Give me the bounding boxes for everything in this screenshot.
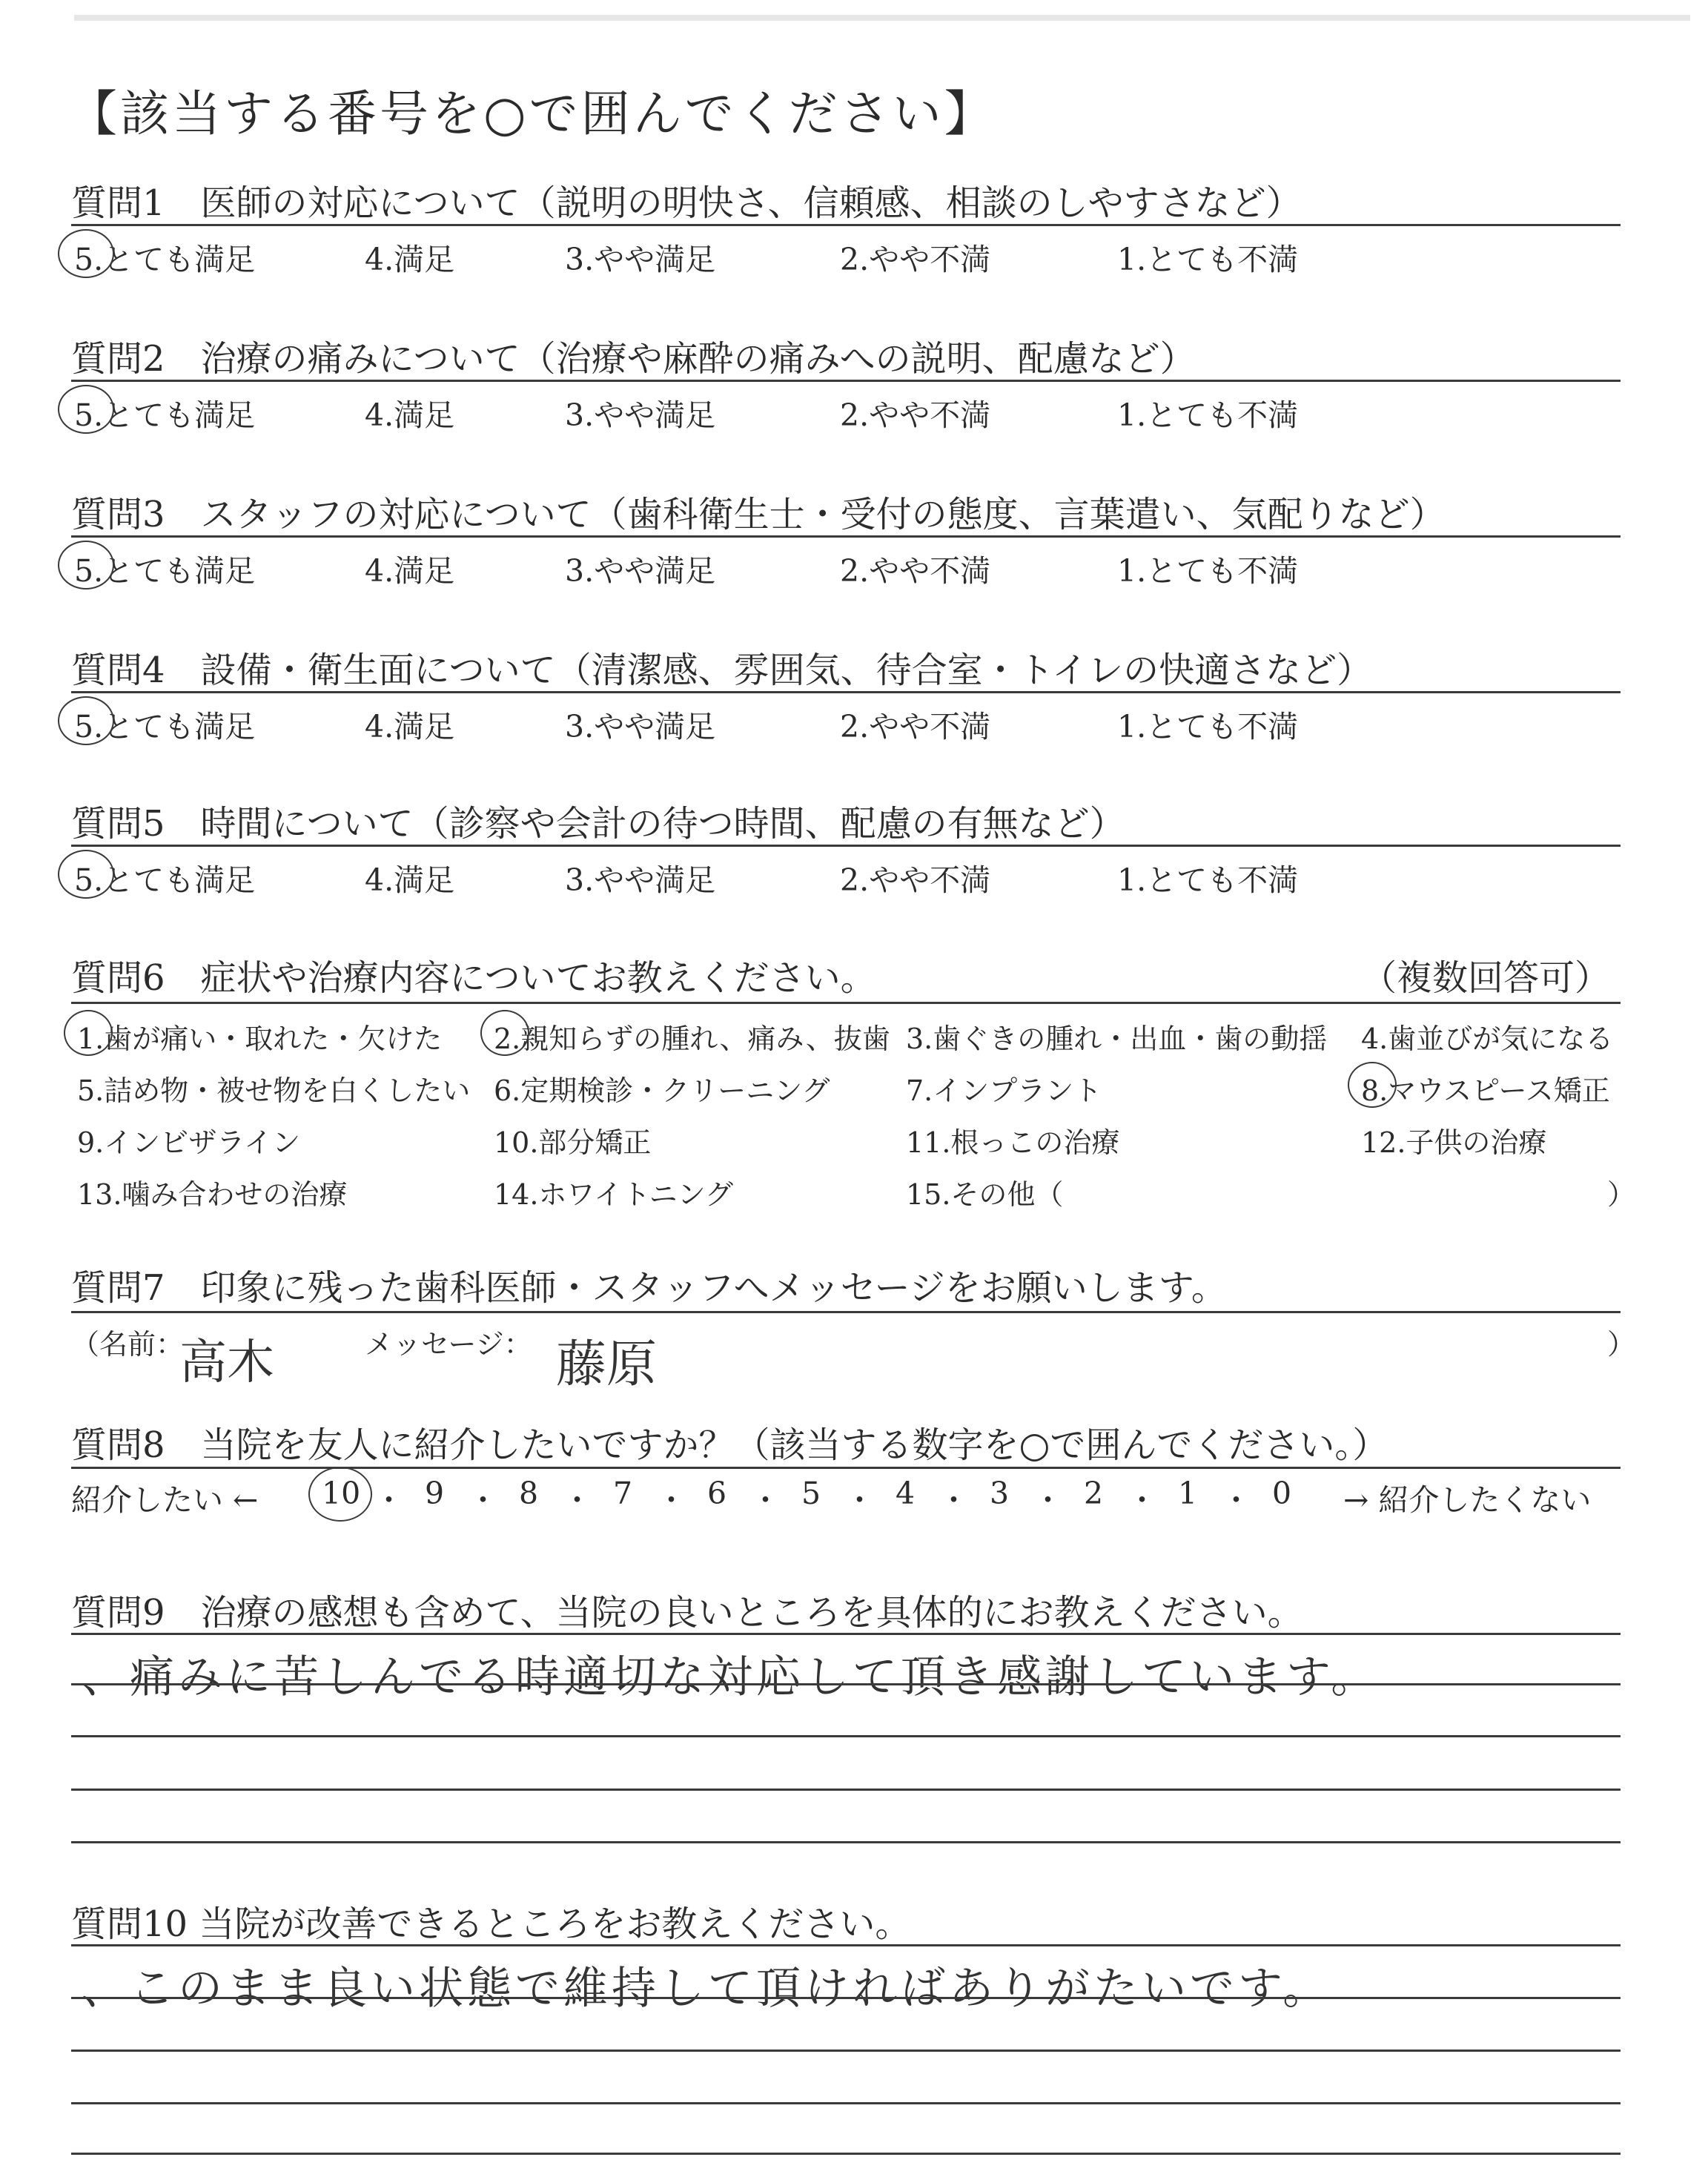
q10-rule-2	[71, 1997, 1621, 1999]
q3-title: 質問3 スタッフの対応について（歯科衛生士・受付の態度、言葉遣い、気配りなど）	[71, 494, 1446, 535]
q6-option-5[interactable]: 5.詰め物・被せ物を白くしたい	[77, 1074, 471, 1107]
q6-option-4[interactable]: 4.歯並びが気になる	[1361, 1023, 1614, 1055]
q6-title: 質問6 症状や治療内容についてお教えください。	[71, 957, 876, 999]
q4-option-4[interactable]: 4.満足	[365, 709, 455, 744]
q6-option-14[interactable]: 14.ホワイトニング	[494, 1178, 734, 1211]
q5-selection-circle	[58, 850, 114, 899]
q6-option-1[interactable]: 1.歯が痛い・取れた・欠けた	[77, 1023, 443, 1055]
q8-scale-5[interactable]: 5	[801, 1476, 821, 1511]
q8-scale-4[interactable]: 4	[896, 1476, 916, 1511]
q9-answer[interactable]: 、痛みに苦しんでる時適切な対応して頂き感謝しています。	[82, 1651, 1380, 1703]
q1-option-3[interactable]: 3.やや満足	[565, 242, 716, 277]
q6-close-paren: ）	[1607, 1178, 1636, 1211]
page-heading: 【該当する番号を○で囲んでください】	[68, 85, 996, 142]
q8-separator: ・	[468, 1482, 498, 1518]
q8-scale-7[interactable]: 7	[613, 1476, 633, 1511]
q8-scale-1[interactable]: 1	[1178, 1476, 1198, 1511]
q8-separator: ・	[844, 1482, 875, 1518]
q8-left-label: 紹介したい ←	[71, 1482, 259, 1518]
q6-option-12[interactable]: 12.子供の治療	[1361, 1126, 1547, 1159]
q8-separator: ・	[656, 1482, 686, 1518]
scan-edge	[74, 15, 1690, 21]
q3-option-3[interactable]: 3.やや満足	[565, 553, 716, 589]
q9-rule-1	[71, 1633, 1621, 1635]
q1-option-1[interactable]: 1.とても不満	[1117, 242, 1299, 277]
q10-rule-3	[71, 2050, 1621, 2052]
q4-option-3[interactable]: 3.やや満足	[565, 709, 716, 744]
q4-option-2[interactable]: 2.やや不満	[840, 709, 991, 744]
q1-option-4[interactable]: 4.満足	[365, 242, 455, 277]
q2-option-5[interactable]: 5.とても満足	[74, 397, 256, 433]
q3-option-4[interactable]: 4.満足	[365, 553, 455, 589]
q8-rule	[71, 1467, 1621, 1469]
q10-rule-1	[71, 1944, 1621, 1946]
q3-option-2[interactable]: 2.やや不満	[840, 553, 991, 589]
q1-title: 質問1 医師の対応について（説明の明快さ、信頼感、相談のしやすさなど）	[71, 182, 1302, 224]
q9-rule-2	[71, 1683, 1621, 1685]
q8-title: 質問8 当院を友人に紹介したいですか？（該当する数字を○で囲んでください。）	[71, 1424, 1388, 1466]
q10-rule-5	[71, 2153, 1621, 2155]
q5-option-1[interactable]: 1.とても不満	[1117, 862, 1299, 898]
q3-rule	[71, 535, 1621, 538]
q1-selection-circle	[58, 229, 114, 278]
q7-title: 質問7 印象に残った歯科医師・スタッフへメッセージをお願いします。	[71, 1267, 1227, 1309]
q6-selection-circle-8	[1348, 1062, 1397, 1108]
q6-option-8[interactable]: 8.マウスピース矯正	[1361, 1074, 1610, 1107]
q6-selection-circle-2	[480, 1010, 529, 1056]
q6-option-10[interactable]: 10.部分矯正	[494, 1126, 652, 1159]
q5-rule	[71, 845, 1621, 847]
q8-separator: ・	[939, 1482, 969, 1518]
q8-right-label: → 紹介したくない	[1343, 1482, 1592, 1518]
q5-title: 質問5 時間について（診察や会計の待つ時間、配慮の有無など）	[71, 803, 1125, 845]
q3-option-5[interactable]: 5.とても満足	[74, 553, 256, 589]
q8-scale-0[interactable]: 0	[1272, 1476, 1292, 1511]
q9-title: 質問9 治療の感想も含めて、当院の良いところを具体的にお教えください。	[71, 1592, 1303, 1634]
q4-option-5[interactable]: 5.とても満足	[74, 709, 256, 744]
q1-option-2[interactable]: 2.やや不満	[840, 242, 991, 277]
q6-option-3[interactable]: 3.歯ぐきの腫れ・出血・歯の動揺	[906, 1023, 1328, 1055]
q7-name-value[interactable]: 高木	[179, 1335, 274, 1390]
q10-title: 質問10 当院が改善できるところをお教えください。	[71, 1903, 911, 1945]
q5-option-4[interactable]: 4.満足	[365, 862, 455, 898]
q8-separator: ・	[374, 1482, 404, 1518]
q9-rule-5	[71, 1841, 1621, 1843]
q3-option-1[interactable]: 1.とても不満	[1117, 553, 1299, 589]
q1-rule	[71, 224, 1621, 226]
q2-option-1[interactable]: 1.とても不満	[1117, 397, 1299, 433]
q7-name-label: （名前：	[71, 1328, 185, 1361]
q6-rule	[71, 1002, 1621, 1004]
q1-option-5[interactable]: 5.とても満足	[74, 242, 256, 277]
q6-option-7[interactable]: 7.インプラント	[906, 1074, 1102, 1107]
q7-close-paren: ）	[1607, 1328, 1636, 1361]
q7-message-label: メッセージ：	[365, 1328, 532, 1361]
q3-selection-circle	[58, 541, 114, 589]
q5-option-2[interactable]: 2.やや不満	[840, 862, 991, 898]
q6-option-9[interactable]: 9.インビザライン	[77, 1126, 301, 1159]
q8-scale-10[interactable]: 10	[322, 1476, 361, 1511]
q2-rule	[71, 380, 1621, 382]
q4-title: 質問4 設備・衛生面について（清潔感、雰囲気、待合室・トイレの快適さなど）	[71, 650, 1373, 691]
q8-scale-9[interactable]: 9	[425, 1476, 445, 1511]
q2-selection-circle	[58, 385, 114, 434]
q8-separator: ・	[1221, 1482, 1251, 1518]
q2-option-3[interactable]: 3.やや満足	[565, 397, 716, 433]
q6-option-13[interactable]: 13.噛み合わせの治療	[77, 1178, 348, 1211]
q7-rule	[71, 1311, 1621, 1313]
q2-option-2[interactable]: 2.やや不満	[840, 397, 991, 433]
q4-rule	[71, 691, 1621, 693]
q5-option-3[interactable]: 3.やや満足	[565, 862, 716, 898]
q2-title: 質問2 治療の痛みについて（治療や麻酔の痛みへの説明、配慮など）	[71, 338, 1196, 380]
q8-separator: ・	[562, 1482, 592, 1518]
q5-option-5[interactable]: 5.とても満足	[74, 862, 256, 898]
q4-selection-circle	[58, 696, 114, 745]
q9-rule-4	[71, 1789, 1621, 1791]
q6-option-15[interactable]: 15.その他（	[906, 1178, 1064, 1211]
q8-scale-8[interactable]: 8	[519, 1476, 539, 1511]
q8-separator: ・	[750, 1482, 781, 1518]
q10-answer[interactable]: 、このまま良い状態で維持して頂ければありがたいです。	[82, 1963, 1331, 2015]
q6-option-6[interactable]: 6.定期検診・クリーニング	[494, 1074, 830, 1107]
q8-separator: ・	[1127, 1482, 1157, 1518]
q10-rule-4	[71, 2102, 1621, 2104]
q8-scale-2[interactable]: 2	[1084, 1476, 1104, 1511]
q8-scale-3[interactable]: 3	[990, 1476, 1010, 1511]
q6-selection-circle-1	[64, 1010, 113, 1056]
q6-option-2[interactable]: 2.親知らずの腫れ、痛み、抜歯	[494, 1023, 890, 1055]
q6-option-11[interactable]: 11.根っこの治療	[906, 1126, 1120, 1159]
q2-option-4[interactable]: 4.満足	[365, 397, 455, 433]
q8-scale-6[interactable]: 6	[707, 1476, 727, 1511]
q8-separator: ・	[1033, 1482, 1063, 1518]
q7-message-value[interactable]: 藤原	[556, 1335, 658, 1394]
q4-option-1[interactable]: 1.とても不満	[1117, 709, 1299, 744]
q9-rule-3	[71, 1735, 1621, 1737]
q8-selection-circle	[308, 1467, 372, 1522]
q6-note: （複数回答可）	[1361, 957, 1611, 999]
